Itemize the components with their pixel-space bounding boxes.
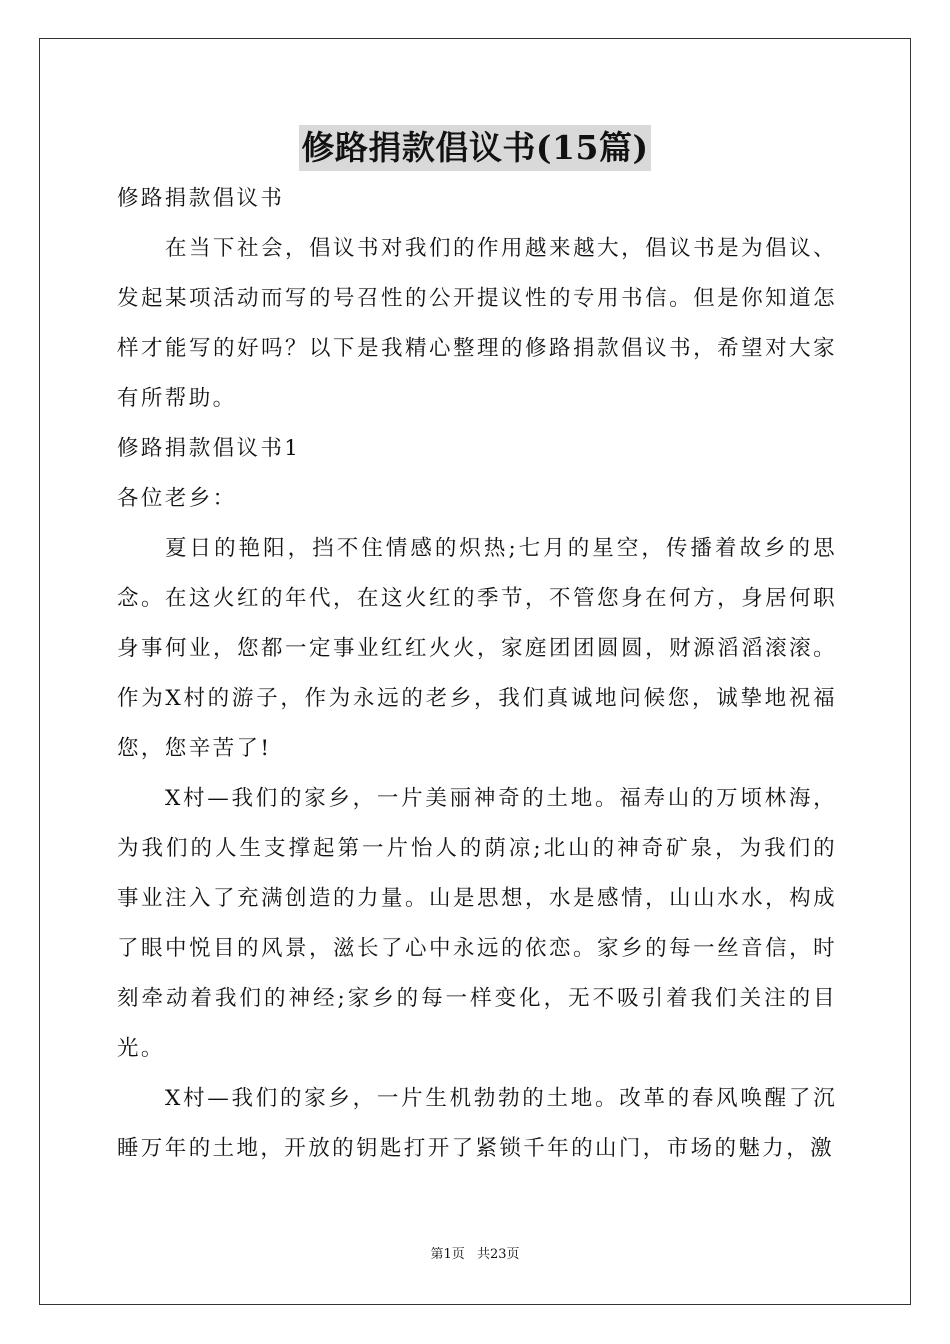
intro-paragraph: 在当下社会，倡议书对我们的作用越来越大，倡议书是为倡议、发起某项活动而写的号召性的公开提议性的专用书信。但是你知道怎样才能写的好吗？以下是我精心整理的修路捐款倡议书，希望对大家有所帮助。 [117,236,837,411]
section-heading: 修路捐款倡议书 [117,186,285,211]
page-total: 共23页 [476,1247,520,1262]
page-number: 第1页 [430,1247,465,1262]
page-footer [0,1246,950,1264]
body-paragraph: 夏日的艳阳，挡不住情感的炽热;七月的星空，传播着故乡的思念。在这火红的年代，在这火红的季节，不管您身在何方，身居何职身事何业，您都一定事业红红火火，家庭团团圆圆，财源滔滔滚滚。作为X村的游子，作为永远的老乡，我们真诚地问候您，诚挚地祝福您，您辛苦了! [117,536,837,761]
section-heading: 修路捐款倡议书1 [117,436,301,461]
body-paragraph: X村—我们的家乡，一片生机勃勃的土地。改革的春风唤醒了沉睡万年的土地，开放的钥匙打开了紧锁千年的山门，市场的魅力，激 [117,1086,837,1161]
body-paragraph: X村—我们的家乡，一片美丽神奇的土地。福寿山的万顷林海，为我们的人生支撑起第一片怡人的荫凉;北山的神奇矿泉，为我们的事业注入了充满创造的力量。山是思想，水是感情，山山水水，构成了眼中悦目的风景，滋长了心中永远的依恋。家乡的每一丝音信，时刻牵动着我们的神经;家乡的每一样变化，无不吸引着我们关注的目光。 [117,786,837,1061]
salutation: 各位老乡： [117,486,237,511]
document-title: 修路捐款倡议书(15篇) [299,125,650,171]
title-container [0,125,950,171]
document-body [117,174,837,1174]
